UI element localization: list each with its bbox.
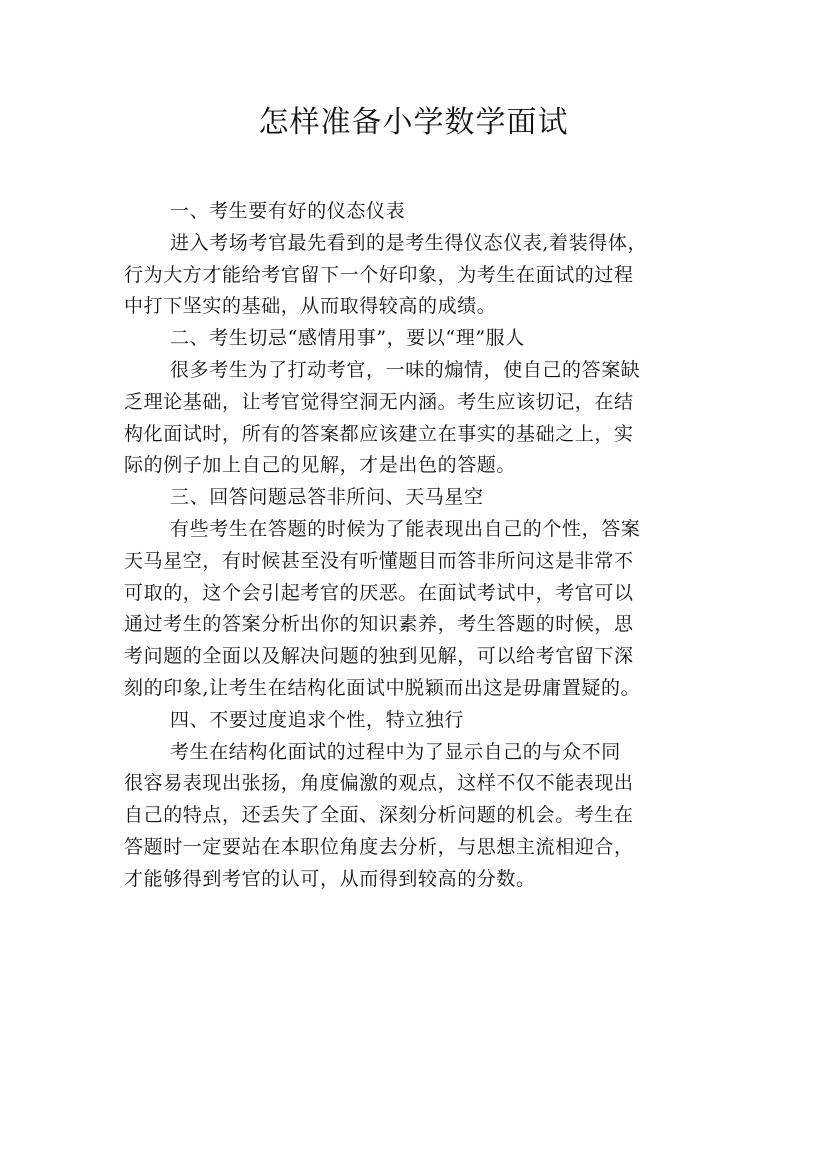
text-line: 天马星空，有时候甚至没有听懂题目而答非所问这是非常不	[124, 549, 634, 572]
text-line: 答题时一定要站在本职位角度去分析，与思想主流相迎合，	[124, 835, 634, 858]
text-line: 进入考场考官最先看到的是考生得仪态仪表,着装得体，	[170, 231, 648, 254]
text-line: 刻的印象,让考生在结构化面试中脱颖而出这是毋庸置疑的。	[124, 676, 641, 699]
text-line: 三、回答问题忌答非所问、天马星空	[170, 486, 484, 509]
text-line: 才能够得到考官的认可，从而得到较高的分数。	[124, 867, 536, 890]
text-line: 通过考生的答案分析出你的知识素养，考生答题的时候，思	[124, 613, 634, 636]
text-line: 自己的特点，还丢失了全面、深刻分析问题的机会。考生在	[124, 804, 634, 827]
text-line: 际的例子加上自己的见解，才是出色的答题。	[124, 454, 517, 477]
text-line: 中打下坚实的基础，从而取得较高的成绩。	[124, 295, 497, 318]
text-line: 行为大方才能给考官留下一个好印象，为考生在面试的过程	[124, 263, 634, 286]
text-line: 考问题的全面以及解决问题的独到见解，可以给考官留下深	[124, 645, 634, 668]
text-line: 很多考生为了打动考官，一味的煽情，使自己的答案缺	[170, 358, 641, 381]
document-body	[124, 196, 704, 896]
text-line: 四、不要过度追求个性，特立独行	[170, 708, 465, 731]
text-line: 一、考生要有好的仪态仪表	[170, 200, 406, 222]
text-line: 可取的，这个会引起考官的厌恶。在面试考试中，考官可以	[124, 581, 634, 604]
text-line: 构化面试时，所有的答案都应该建立在事实的基础之上，实	[124, 422, 634, 445]
document-title: 怎样准备小学数学面试	[258, 105, 569, 140]
text-line: 乏理论基础，让考官觉得空洞无内涵。考生应该切记，在结	[124, 390, 634, 413]
text-line: 很容易表现出张扬，角度偏激的观点，这样不仅不能表现出	[124, 772, 634, 795]
text-line: 考生在结构化面试的过程中为了显示自己的与众不同	[170, 740, 621, 763]
text-line: 有些考生在答题的时候为了能表现出自己的个性，答案	[170, 517, 641, 540]
text-line: 二、考生切忌“感情用事”，要以“理”服人	[170, 327, 525, 350]
